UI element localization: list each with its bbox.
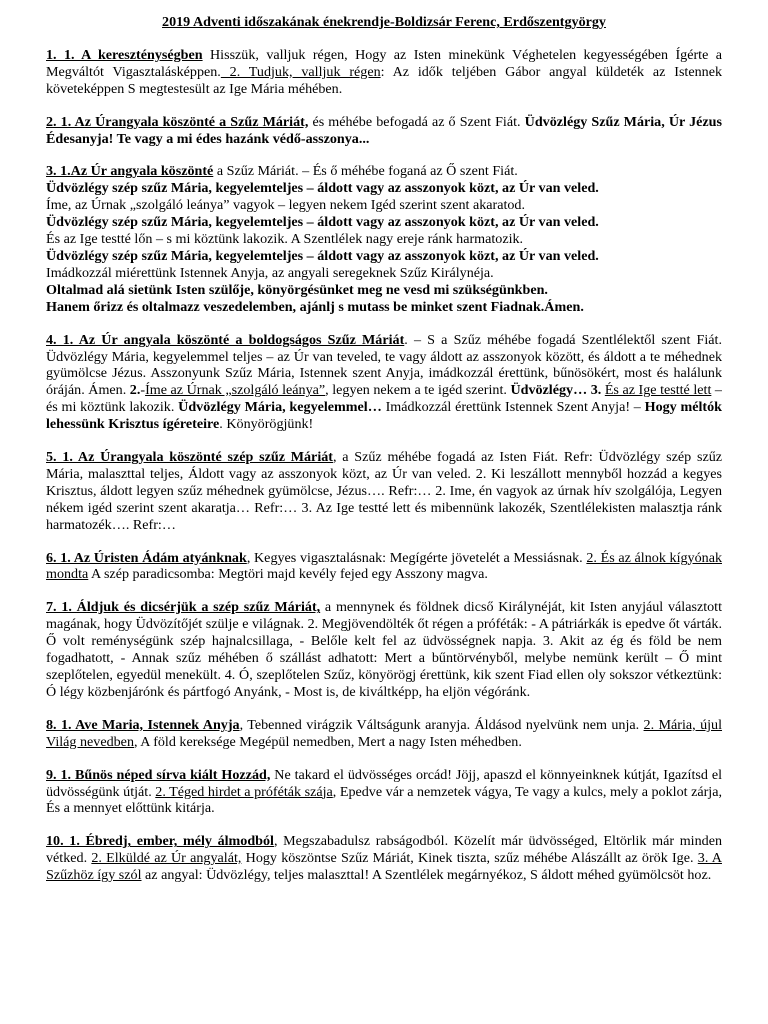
song-10 — [46, 833, 722, 884]
song-4-refrain-2: Üdvözlégy Mária, kegyelemmel… — [178, 399, 382, 416]
song-4-dash: - — [140, 382, 146, 399]
document-title: 2019 Adventi időszakának énekrendje-Boldizsár Ferenc, Erdőszentgyörgy — [162, 14, 606, 30]
song-5-text: , a Szűz méhébe fogadá az Isten Fiát. Refr: Üdvözlégy szép szűz Mária, malaszttal teljes, Áldott vagy az asszonyok közt, az Úr van veled. 2. Ki leszállott mennyből hozzád a kegyes Krisztus, áldott legyen szűz méhednek gyümölcse, Jézus…. Refr:… 2. Ime, én vagyok az úrnak hív szolgálója, Legyen nékem igéd szerint szent akaratja… Refr:… 3. Az Ige testté lett és mibennünk lakozék, Szentlélekisten malasztja ránk harmatozék…. Refr:… — [46, 449, 722, 533]
song-10-text-3: az angyal: Üdvözlégy, teljes malaszttal! A Szentlélek megárnyékoz, S áldott méhed gyümölcsöt hoz. — [141, 867, 712, 884]
song-9-text-1: Ne takard el üdvösséges orcád! Jöjj, apaszd el könnyeinknek kútját, Igazítsd el üdvösségünk útját. — [46, 766, 722, 800]
song-4-verse-2-heading: Íme az Úrnak „szolgáló leánya” — [145, 382, 326, 399]
song-6-verse-2-heading: 2. És az álnok kígyónak mondta — [46, 549, 722, 583]
song-3-line-3: Íme, az Úrnak „szolgáló leánya” vagyok – legyen nekem Igéd szerint szent akaratod. — [46, 197, 525, 214]
song-2 — [46, 114, 722, 148]
song-3-line-1-text: a Szűz Máriát. – És ő méhébe foganá az Ő szent Fiát. — [213, 163, 518, 180]
song-10-text-1: , Megszabadulsz rabságodból. Közelít már üdvösséged, Eltörlik már minden vétked. — [46, 833, 722, 867]
song-3-line-8: Oltalmad alá sietünk Isten szülője, könyörgésünket meg ne vesd mi szükségünkben. — [46, 281, 548, 298]
song-7 — [46, 599, 722, 700]
song-9 — [46, 767, 722, 818]
song-4-refrain-1: Üdvözlégy… 3. — [510, 382, 602, 399]
song-6-text-1: , Kegyes vigasztalásnak: Megígérte jövetelét a Messiásnak. — [246, 549, 587, 566]
song-8-text-1: , Tebenned virágzik Váltságunk aranyja. Áldásod nyelvünk nem unja. — [239, 716, 644, 733]
song-4 — [46, 332, 722, 433]
song-10-text-2: Hogy köszöntse Szűz Máriát, Kinek tiszta, szűz méhébe Alászállt az örök Ige. — [241, 850, 698, 867]
song-4-text-3: , legyen nekem a te igéd szerint. — [325, 382, 511, 399]
song-1-verse-2-text: : Az idők teljében Gábor angyal küldeték az Istennek követeképpen S megtestesült az Ige Mária méhében. — [46, 63, 722, 97]
song-10-heading: 10. 1. Ébredj, ember, mély álmodból — [46, 833, 274, 850]
song-2-refrain: Üdvözlégy Szűz Mária, Úr Jézus Édesanyja! Te vagy a mi édes hazánk védő-asszonya... — [46, 113, 723, 147]
song-2-text: és méhébe befogadá az ő Szent Fiát. — [308, 113, 525, 130]
song-8-verse-2-heading: 2. Mária, újul Világ nevedben — [46, 716, 723, 750]
song-5-heading: 5. 1. Az Úrangyala köszönté szép szűz Máriát — [46, 449, 333, 466]
song-6-heading: 6. 1. Az Úristen Ádám atyánknak — [46, 549, 247, 566]
song-6-text-2: A szép paradicsomba: Megtöri majd kevély fejed egy Asszony magva. — [88, 566, 488, 583]
song-3-line-4: Üdvözlégy szép szűz Mária, kegyelemteljes – áldott vagy az asszonyok közt, az Úr van veled. — [46, 214, 599, 231]
song-4-text-1: . – S a Szűz méhébe fogadá Szentlélektől szent Fiát. Üdvözlégy Mária, kegyelemmel teljes – az Úr van teveled, te vagy áldott az asszonyok között, és áldott a te méhednek gyümölcse Jézus. Asszonyunk Szűz Mária, Istennek szent Anyja, imádkozzál érettünk, bűnösökért, most és halálunk óráján. Ámen. — [46, 331, 722, 399]
song-3-line-1 — [46, 163, 722, 180]
song-5 — [46, 449, 722, 534]
song-3-line-6: Üdvözlégy szép szűz Mária, kegyelemteljes – áldott vagy az asszonyok közt, az Úr van veled. — [46, 247, 599, 264]
song-7-heading: 7. 1. Áldjuk és dicsérjük a szép szűz Máriát, — [46, 599, 321, 616]
song-3-line-9: Hanem őrizz és oltalmazz veszedelemben, ajánlj s mutass be minket szent Fiadnak.Ámen. — [46, 298, 584, 315]
song-8 — [46, 717, 722, 751]
song-1-heading: 1. 1. A kereszténységben — [46, 46, 203, 63]
song-4-text-5: – és mi köztünk lakozik. — [46, 382, 722, 416]
song-9-verse-2-heading: 2. Téged hirdet a próféták szája — [155, 783, 333, 800]
song-4-verse-3-heading: És az Ige testté lett — [604, 382, 712, 399]
song-7-text: a mennynek és földnek dicső Királynéját, kit Isten anyjául választott magának, hogy Üdvözítőjét szülje e világnak. 2. Megjövendölték őt régen a próféták: - A pátriárkák is epedve őt várták. Ő volt reménységünk szép hajnalcsillaga, - Belőle kelt fel az üdvösségnek napja. 3. Akit az ég és föld be nem fogadhatott, - Annak szűz méhében ő szállást adhatott: Mert a bűntörvényből, melybe nemünk került – Ő mint szeplőtelen, egyedül menekült. 4. Ó, szeplőtelen Szűz, könyörögj érettünk, kik szent Fiad ellen oly sokszor vétkeztünk: Ó légy közbenjárónk és pártfogó Anyánk, - Most is, de kiváltképp, ha eljön végóránk. — [46, 599, 722, 700]
song-1 — [46, 47, 722, 98]
song-4-response: Hogy méltók lehessünk Krisztus ígéreteire — [46, 399, 722, 433]
song-3-heading: 3. 1.Az Úr angyala köszönté — [46, 163, 214, 180]
song-4-heading: 4. 1. Az Úr angyala köszönté a boldogságos Szűz Máriát — [46, 331, 405, 348]
song-3 — [46, 163, 722, 315]
song-9-text-2: , Epedve vár a nemzetek vágya, Te vagy a kulcs, mely a poklot zárja, És a mennyet előttünk kitárja. — [46, 783, 722, 817]
song-1-text: Hisszük, valljuk régen, Hogy az Isten minekünk Véghetelen kegyességében Ígérte a Megváltót Vigasztalásképpen. — [46, 46, 722, 80]
song-8-heading: 8. 1. Ave Maria, Istennek Anyja — [46, 716, 240, 733]
song-8-text-2: , A föld kereksége Megépül nemedben, Mert a nagy Isten méhedben. — [134, 733, 522, 750]
song-10-verse-3-heading: 3. A Szűzhöz így szól — [46, 850, 722, 884]
song-1-verse-2-heading: 2. Tudjuk, valljuk régen — [220, 63, 381, 80]
song-6 — [46, 550, 722, 584]
song-3-line-2: Üdvözlégy szép szűz Mária, kegyelemteljes – áldott vagy az asszonyok közt, az Úr van veled. — [46, 180, 599, 197]
song-4-verse-2-number: 2. — [129, 382, 141, 399]
song-9-heading: 9. 1. Bűnös néped sírva kiált Hozzád, — [46, 766, 271, 783]
song-3-line-5: És az Ige testté lőn – s mi köztünk lakozik. A Szentlélek nagy ereje ránk harmatozik. — [46, 231, 524, 248]
song-4-text-6: Imádkozzál érettünk Istennek Szent Anyja! – — [381, 399, 645, 416]
song-4-text-7: . Könyörögjünk! — [219, 416, 314, 433]
song-3-line-7: Imádkozzál miérettünk Istennek Anyja, az angyali seregeknek Szűz Királynéja. — [46, 264, 494, 281]
song-2-heading: 2. 1. Az Úrangyala köszönté a Szűz Máriát, — [46, 113, 309, 130]
song-10-verse-2-heading: 2. Elküldé az Úr angyalát, — [91, 850, 242, 867]
